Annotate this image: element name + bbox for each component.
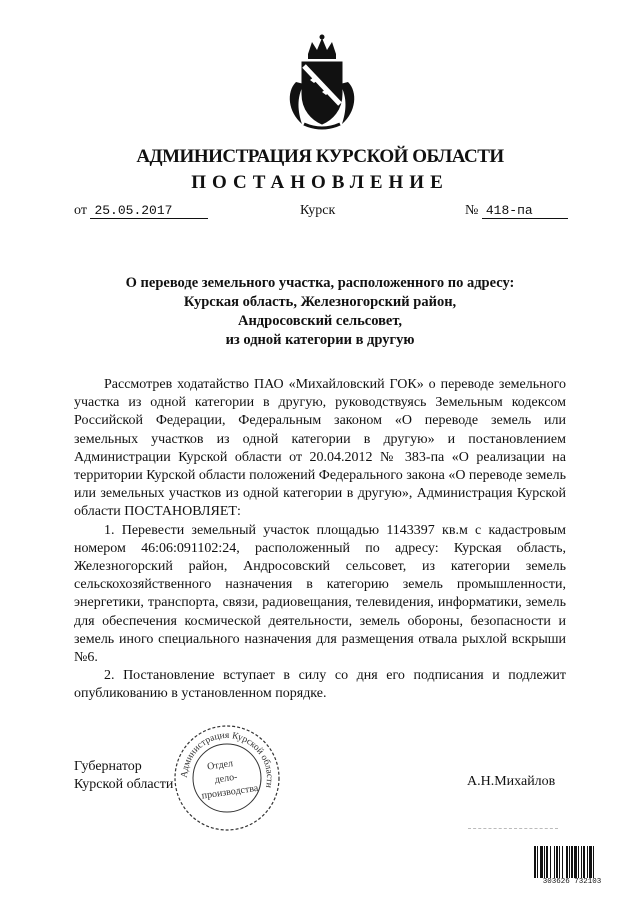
barcode-bar <box>574 846 577 878</box>
office-stamp <box>172 723 282 833</box>
title-line: Андросовский сельсовет, <box>237 313 403 329</box>
title-line: Курская область, Железногорский район, <box>183 294 457 310</box>
barcode-bar <box>534 846 536 878</box>
position-line-2: Курской области <box>74 777 174 792</box>
document-title <box>0 274 640 350</box>
barcode-bar <box>562 846 563 878</box>
position-line-1: Губернатор <box>74 759 142 774</box>
title-line: из одной категории в другую <box>225 332 415 348</box>
barcode-bar <box>544 846 545 878</box>
barcode-bar <box>537 846 538 878</box>
number-prefix: № <box>465 203 479 218</box>
signatory-position <box>74 758 173 794</box>
stamp-ring-text: Администрация Курской области <box>179 730 275 789</box>
barcode <box>534 846 610 878</box>
barcode-bar <box>556 846 558 878</box>
organization-name: АДМИНИСТРАЦИЯ КУРСКОЙ ОБЛАСТИ <box>136 146 504 167</box>
barcode-bar <box>589 846 592 878</box>
document-number <box>465 203 568 219</box>
barcode-bar <box>540 846 543 878</box>
number-value: 418-па <box>482 203 568 219</box>
barcode-bar <box>559 846 560 878</box>
stamp-center-line-1: Отдел <box>206 758 234 773</box>
barcode-bar <box>583 846 585 878</box>
document-type: ПОСТАНОВЛЕНИЕ <box>191 172 449 193</box>
title-line: О переводе земельного участка, расположенного по адресу: <box>125 275 515 291</box>
barcode-bar <box>578 846 579 878</box>
barcode-bar <box>593 846 594 878</box>
barcode-bar <box>581 846 582 878</box>
signature-trace <box>468 828 558 829</box>
item-2-paragraph: 2. Постановление вступает в силу со дня его подписания и подлежит опубликованию в установленном порядке. <box>74 668 566 702</box>
date-value: 25.05.2017 <box>90 203 208 219</box>
document-body <box>74 376 566 704</box>
document-date <box>74 203 208 219</box>
barcode-number: 303626 732103 <box>542 878 602 886</box>
stamp-center-line-3: производства <box>201 782 259 802</box>
document-city: Курск <box>300 203 336 218</box>
item-1-paragraph: 1. Перевести земельный участок площадью 1143397 кв.м с кадастровым номером 46:06:091102:24, расположенный по адресу: Курская область, Железногорский район, Андросовский сельсовет, из категории земель сельскохозяйственного назначения в категорию земель промышленности, энергетики, транспорта, связи, радиовещания, телевидения, информатики, земель для обеспечения космической деятельности, земель обороны, безопасности и земель иного специального назначения для размещения отвала рыхлой вскрыши №6. <box>74 522 566 666</box>
date-prefix: от <box>74 203 87 218</box>
signatory-name: А.Н.Михайлов <box>467 774 556 789</box>
coat-of-arms-emblem <box>282 32 362 132</box>
barcode-bar <box>569 846 570 878</box>
barcode-bar <box>554 846 555 878</box>
stamp-center-line-2: дело- <box>213 771 239 786</box>
intro-paragraph: Рассмотрев ходатайство ПАО «Михайловский ГОК» о переводе земельного участка из одной категории в другую, руководствуясь Земельным кодексом Российской Федерации, Федеральным законом «О переводе земель или земельных участков из одной категории в другую» и постановлением Администрации Курской области от 20.04.2012 № 383-па «О реализации на территории Курской области положений Федерального закона «О переводе земель или земельных участков из одной категории в другую», Администрация Курской области ПОСТАНОВЛЯЕТ: <box>74 377 566 520</box>
barcode-bar <box>571 846 573 878</box>
barcode-bar <box>587 846 588 878</box>
barcode-bar <box>550 846 551 878</box>
barcode-bar <box>546 846 548 878</box>
barcode-bar <box>566 846 568 878</box>
